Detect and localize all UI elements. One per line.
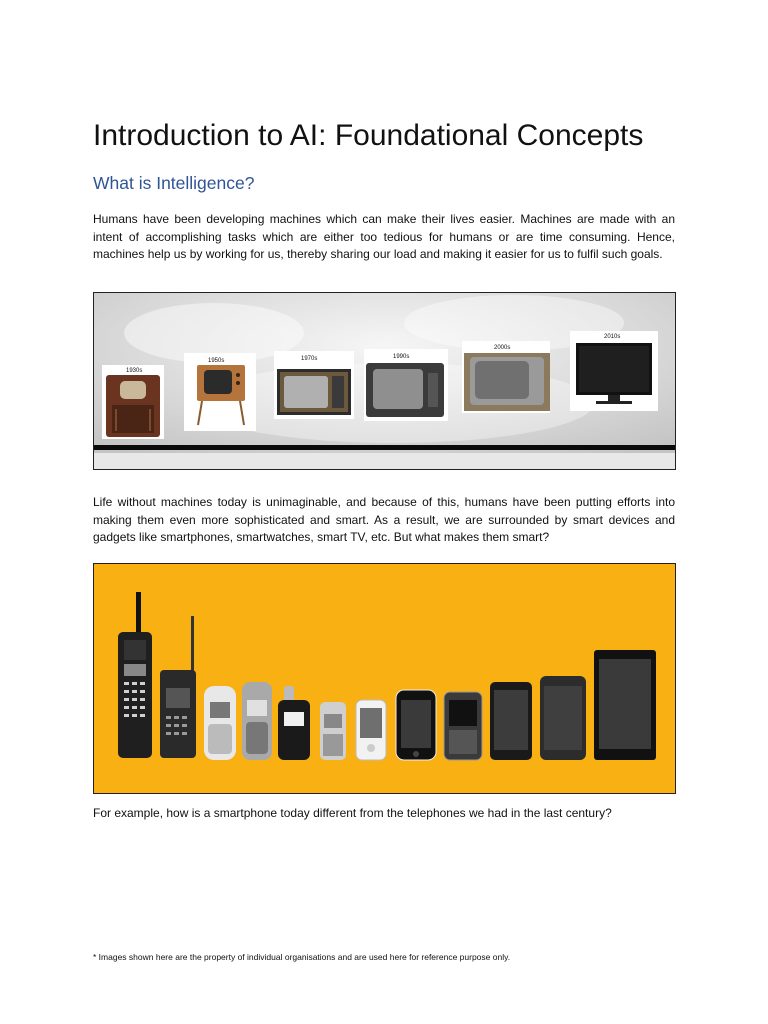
label-2000s: 2000s (494, 345, 511, 351)
phone-phablet (594, 650, 656, 760)
phone-touch-1 (356, 700, 386, 760)
paragraph-intro: Humans have been developing machines which can make their lives easier. Machines are made with an intent of accomplishing tasks which are either too tedious for humans or are time consuming. Hence, machines help us by working for us, thereby sharing our load and making it easier for us to fulfil such goals. (93, 212, 675, 262)
timeline-bar (94, 445, 675, 450)
label-2010s: 2010s (604, 334, 621, 340)
phone-evolution-image (93, 563, 676, 794)
phone-smartphone-2 (540, 676, 586, 760)
phone-bar-3 (320, 702, 346, 760)
phone-smartphone-1 (490, 682, 532, 760)
tv-1970s (274, 351, 354, 419)
label-1950s: 1950s (208, 358, 225, 364)
tv-2000s (462, 341, 550, 413)
phone-bar-1 (204, 686, 236, 760)
footnote: * Images shown here are the property of individual organisations and are used here for reference purpose only. (93, 952, 511, 962)
tv-1990s (364, 349, 448, 421)
paragraph-example: For example, how is a smartphone today different from the telephones we had in the last century? (93, 806, 612, 820)
label-1990s: 1990s (393, 354, 410, 360)
label-1930s: 1930s (126, 368, 143, 374)
phone-bar-2 (242, 682, 272, 760)
phone-iphone (396, 690, 436, 760)
tv-2010s (570, 331, 658, 411)
document-title: Introduction to AI: Foundational Concepts (93, 119, 644, 152)
label-1970s: 1970s (301, 356, 318, 362)
tv-1930s (102, 365, 164, 439)
phone-blackberry (444, 692, 482, 760)
paragraph-smart-devices: Life without machines today is unimaginable, and because of this, humans have been putting efforts into making them even more sophisticated and smart. As a result, we are surrounded by smart devices and gadgets like smartphones, smartwatches, smart TV, etc. But what makes them smart? (93, 495, 675, 545)
tv-evolution-image (93, 292, 676, 470)
section-heading: What is Intelligence? (93, 173, 255, 193)
tv-1950s (184, 353, 256, 431)
